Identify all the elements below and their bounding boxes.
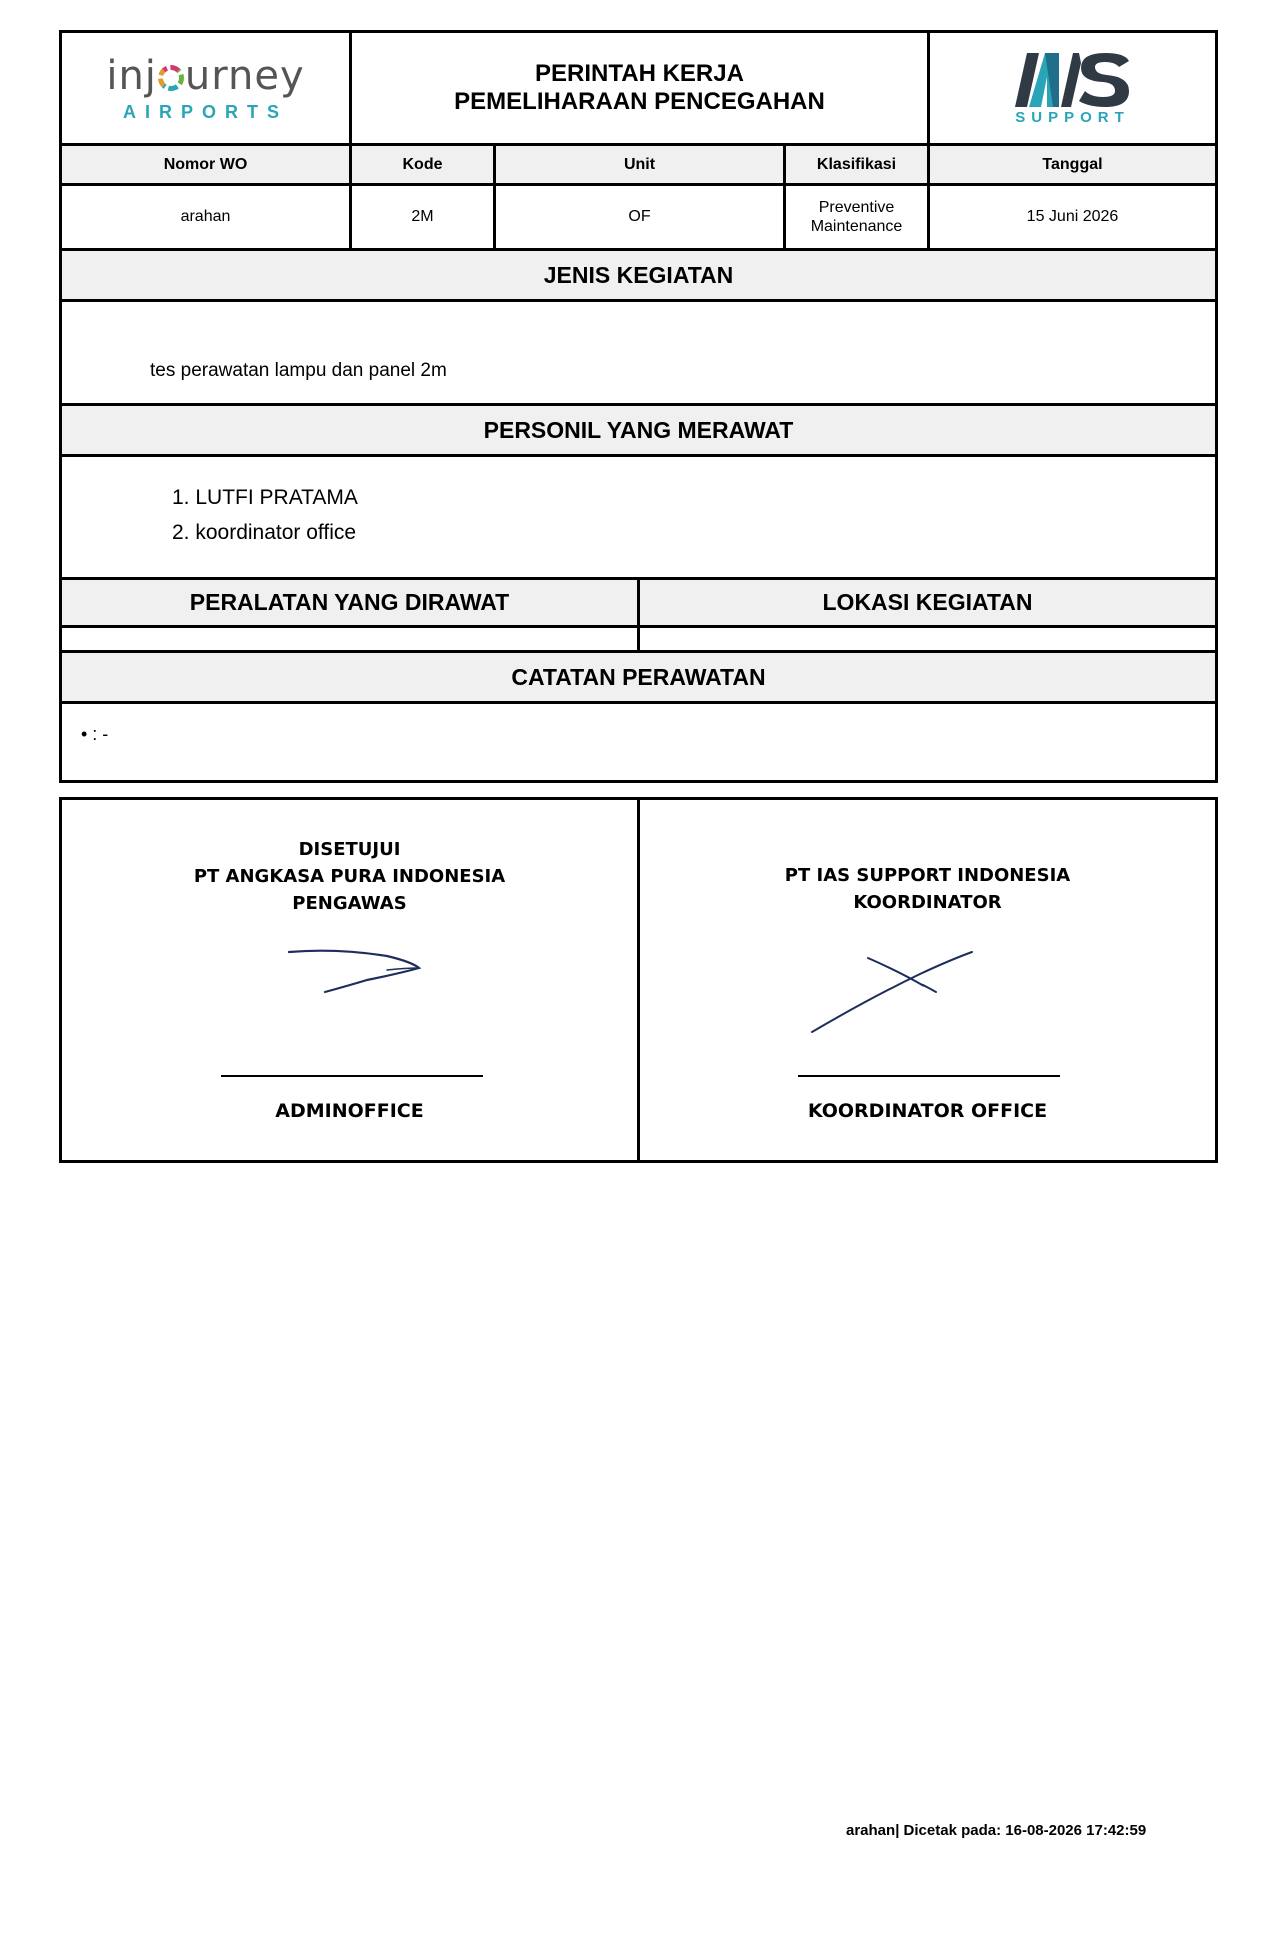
jenis-kegiatan-header-row xyxy=(62,251,1215,302)
injourney-wordmark: inj urney xyxy=(106,52,305,99)
title-line-2: PEMELIHARAAN PENCEGAHAN xyxy=(454,88,825,115)
catatan-body-row xyxy=(62,704,1215,780)
catatan-heading: CATATAN PERAWATAN xyxy=(62,653,1215,701)
peralatan-heading: PERALATAN YANG DIRAWAT xyxy=(62,580,640,625)
personil-header-row xyxy=(62,406,1215,457)
signature-left-line-2: PT ANGKASA PURA INDONESIA xyxy=(193,866,506,887)
signature-left-image xyxy=(287,948,427,998)
page-title xyxy=(352,33,930,143)
klasifikasi-line-2: Maintenance xyxy=(810,218,903,235)
signature-right-image xyxy=(810,950,980,1035)
info-labels-row xyxy=(62,146,1215,186)
signature-right-name: KOORDINATOR OFFICE xyxy=(807,1100,1048,1122)
signature-left-line-3: PENGAWAS xyxy=(292,893,407,914)
signature-left-name: ADMINOFFICE xyxy=(275,1100,424,1122)
value-klasifikasi xyxy=(786,186,930,248)
signature-right-heading xyxy=(640,862,1215,916)
signature-right xyxy=(640,800,1215,1160)
injourney-airports-logo xyxy=(62,33,352,143)
jenis-kegiatan-body-row xyxy=(62,302,1215,406)
personil-list xyxy=(62,457,1215,577)
personil-body-row xyxy=(62,457,1215,580)
personil-heading: PERSONIL YANG MERAWAT xyxy=(62,406,1215,454)
label-kode: Kode xyxy=(352,146,496,183)
value-kode: 2M xyxy=(352,186,496,248)
signature-left-line-1: DISETUJUI xyxy=(298,839,401,860)
signature-right-line-2: KOORDINATOR xyxy=(853,892,1002,913)
label-unit: Unit xyxy=(496,146,786,183)
catatan-header-row xyxy=(62,653,1215,704)
peralatan-lokasi-body-row xyxy=(62,628,1215,653)
form-header xyxy=(62,33,1215,146)
value-nomor-wo: arahan xyxy=(62,186,352,248)
personil-item: 1. LUTFI PRATAMA xyxy=(172,486,358,509)
info-values-row xyxy=(62,186,1215,251)
print-footer: arahan| Dicetak pada: 16-08-2026 17:42:59 xyxy=(846,1822,1147,1839)
lokasi-value xyxy=(640,628,1215,650)
injourney-subtext: AIRPORTS xyxy=(122,101,288,122)
signature-right-line xyxy=(798,1075,1060,1077)
label-nomor-wo: Nomor WO xyxy=(62,146,352,183)
ias-subtext: SUPPORT xyxy=(1015,108,1130,126)
value-unit: OF xyxy=(496,186,786,248)
ias-logo-icon xyxy=(1015,51,1131,107)
jenis-kegiatan-text: tes perawatan lampu dan panel 2m xyxy=(150,360,447,381)
title-line-1: PERINTAH KERJA xyxy=(535,60,744,87)
jenis-kegiatan-heading: JENIS KEGIATAN xyxy=(62,251,1215,299)
value-tanggal: 15 Juni 2026 xyxy=(1026,208,1119,225)
label-tanggal: Tanggal xyxy=(1042,155,1103,173)
catatan-text: • : - xyxy=(81,724,109,744)
klasifikasi-line-1: Preventive xyxy=(818,199,895,216)
ias-mark xyxy=(1015,51,1131,107)
lokasi-heading: LOKASI KEGIATAN xyxy=(822,589,1033,615)
work-order-form xyxy=(59,30,1218,783)
signature-left xyxy=(62,800,640,1160)
label-klasifikasi: Klasifikasi xyxy=(786,146,930,183)
signature-left-line xyxy=(221,1075,483,1077)
signature-block xyxy=(59,797,1218,1163)
ias-support-logo xyxy=(930,33,1215,143)
peralatan-value xyxy=(62,628,640,650)
peralatan-lokasi-header-row xyxy=(62,580,1215,628)
signature-right-line-1: PT IAS SUPPORT INDONESIA xyxy=(784,865,1071,886)
personil-item: 2. koordinator office xyxy=(172,521,357,544)
signature-left-heading xyxy=(62,836,637,917)
